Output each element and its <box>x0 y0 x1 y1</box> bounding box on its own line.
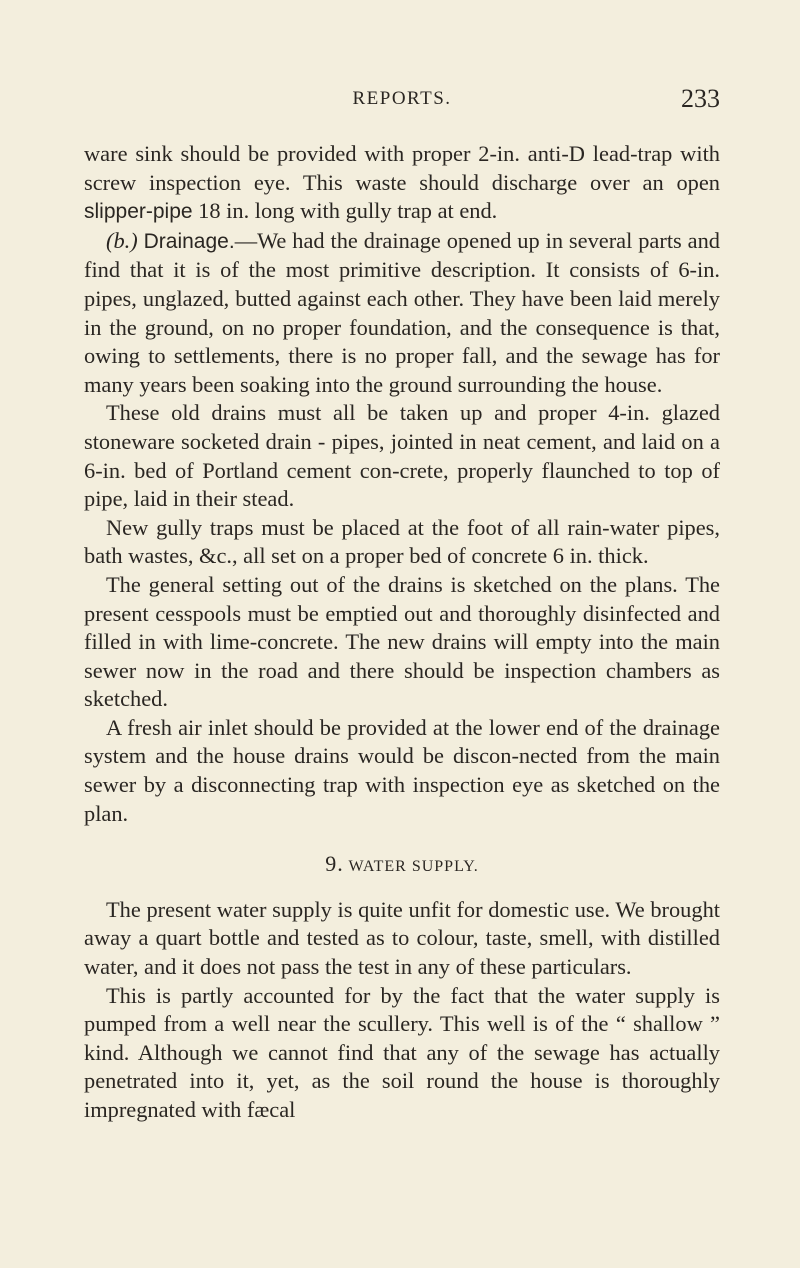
drainage-text: —We had the drainage opened up in several parts and find that it is of the most primitive description. It consists of 6-in. pipes, unglazed, butted against each other. They have been laid merely in the ground, on no proper foundation, and the consequence is that, owing to settlements, there is no proper fall, and the sewage has for many years been soaking into the ground surrounding the house. <box>84 227 720 397</box>
paragraph-water-well: This is partly accounted for by the fact that the water supply is pumped from a well near the scullery. This well is of the “ shallow ” kind. Although we cannot find that any of the sewage has actually penetrated into it, yet, as the soil round the house is thoroughly impregnated with fæcal <box>84 982 720 1122</box>
section-number: 9. <box>325 851 344 877</box>
paragraph-water-unfit: The present water supply is quite unfit for domestic use. We brought away a quart bottle and tested as to colour, taste, smell, with distilled water, and it does not pass the test in any of these particulars. <box>84 896 720 980</box>
body-text <box>84 140 720 1125</box>
slipper-pipe-term: slipper-pipe <box>84 200 193 224</box>
drainage-heading: Drainage. <box>143 229 235 253</box>
paragraph-gully-traps: New gully traps must be placed at the foot of all rain-water pipes, bath wastes, &c., all set on a proper bed of concrete 6 in. thick. <box>84 514 720 569</box>
paragraph-drainage <box>84 227 720 400</box>
page-header <box>84 84 720 116</box>
paragraph-sink-text: ware sink should be provided with proper 2-in. anti-D lead-trap with screw inspection eye. This waste should discharge over an open <box>84 141 720 195</box>
paragraph-sink-end: 18 in. long with gully trap at end. <box>192 198 498 224</box>
water-supply-heading <box>84 850 720 882</box>
section-title: WATER SUPPLY. <box>348 858 479 876</box>
paragraph-old-drains: These old drains must all be taken up and proper 4-in. glazed stoneware socketed drain - pipes, jointed in neat cement, and laid on a 6-in. bed of Portland cement con-crete, properly flaunched to top of pipe, laid in their stead. <box>84 400 720 512</box>
paragraph-setting-out: The general setting out of the drains is sketched on the plans. The present cesspools must be emptied out and thoroughly disinfected and filled in with lime-concrete. The new drains will empty into the main sewer now in the road and there should be inspection chambers as sketched. <box>84 571 720 712</box>
paragraph-fresh-air-inlet: A fresh air inlet should be provided at the lower end of the drainage system and the house drains would be discon-nected from the main sewer by a disconnecting trap with inspection eye as sketched on the plan. <box>84 714 720 826</box>
running-head: REPORTS. <box>352 88 452 109</box>
section-label: (b.) <box>106 227 138 253</box>
paragraph-sink <box>84 140 720 227</box>
page-number: 233 <box>681 84 720 113</box>
